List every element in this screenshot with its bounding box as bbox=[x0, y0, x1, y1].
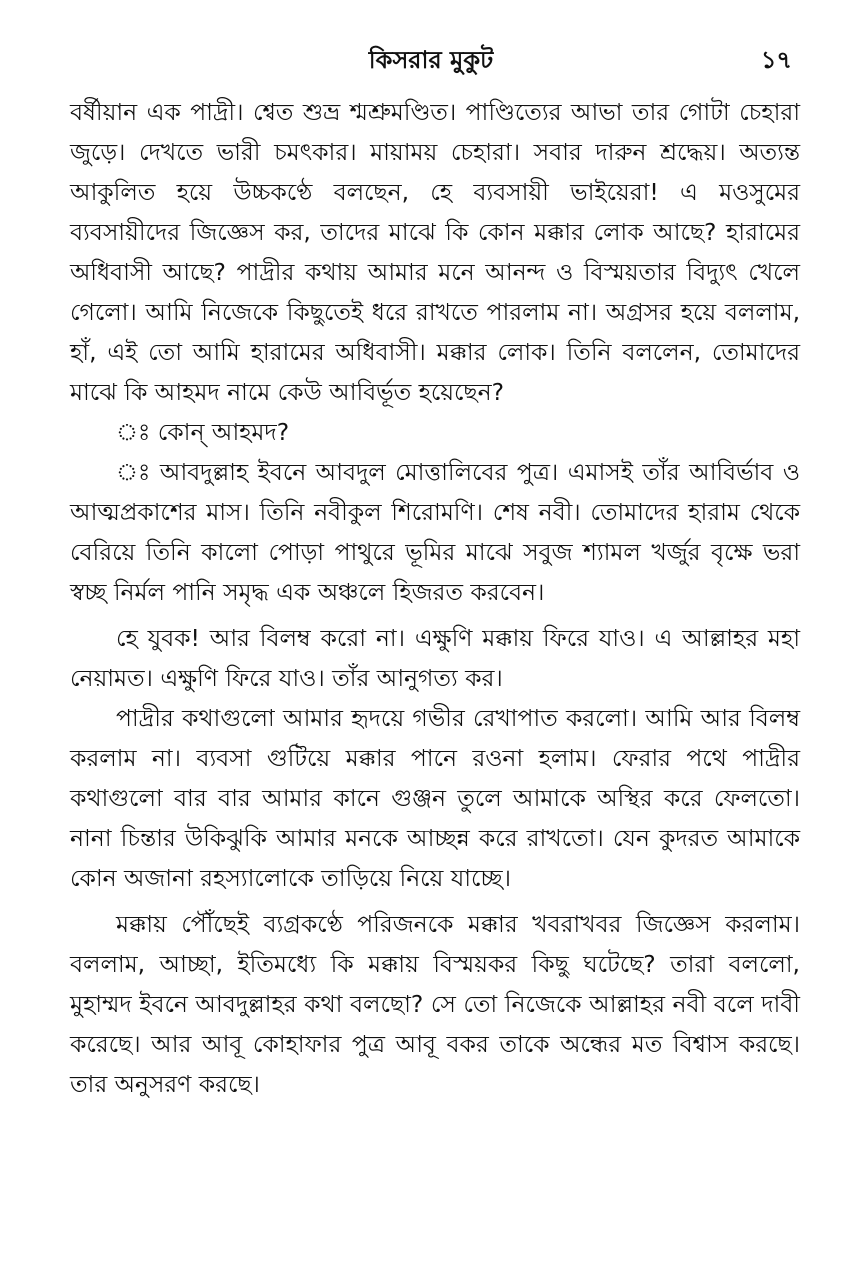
paragraph: ঃ আবদুল্লাহ ইবনে আবদুল মোত্তালিবের পুত্র। এমাসই তাঁর আবির্ভাব ও আত্মপ্রকাশের মাস। তিনি নবীকুল শিরোমণি। শেষ নবী। তোমাদের হারাম থেকে বেরিয়ে তিনি কালো পোড়া পাথুরে ভূমির মাঝে সবুজ শ্যামল খর্জুর বৃক্ষে ভরা স্বচ্ছ নির্মল পানি সমৃদ্ধ এক অঞ্চলে হিজরত করবেন। bbox=[70, 458, 800, 606]
paragraph: ঃ কোন্ আহমদ? bbox=[116, 418, 290, 446]
running-head bbox=[0, 38, 862, 78]
page-number: ১৭ bbox=[760, 46, 792, 74]
paragraph: হে যুবক! আর বিলম্ব করো না। এক্ষুণি মক্কায় ফিরে যাও। এ আল্লাহর মহা নেয়ামত। এক্ষুণি ফিরে যাও। তাঁর আনুগত্য কর। bbox=[70, 624, 800, 692]
paragraph: বর্ষীয়ান এক পাদ্রী। শ্বেত শুভ্র শ্মশ্রুমণ্ডিত। পাণ্ডিত্যের আভা তার গোটা চেহারা জুড়ে। দেখতে ভারী চমৎকার। মায়াময় চেহারা। সবার দারুন শ্রদ্ধেয়। অত্যন্ত আকুলিত হয়ে উচ্চকণ্ঠে বলছেন, হে ব্যবসায়ী ভাইয়েরা! এ মওসুমের ব্যবসায়ীদের জিজ্ঞেস কর, তাদের মাঝে কি কোন মক্কার লোক আছে? হারামের অধিবাসী আছে? পাদ্রীর কথায় আমার মনে আনন্দ ও বিস্ময়তার বিদ্যুৎ খেলে গেলো। আমি নিজেকে কিছুতেই ধরে রাখতে পারলাম না। অগ্রসর হয়ে বললাম, হাঁ, এই তো আমি হারামের অধিবাসী। মক্কার লোক। তিনি বললেন, তোমাদের মাঝে কি আহমদ নামে কেউ আবির্ভূত হয়েছেন? bbox=[70, 98, 800, 406]
paragraph: মক্কায় পৌঁছেই ব্যগ্রকণ্ঠে পরিজনকে মক্কার খবরাখবর জিজ্ঞেস করলাম। বললাম, আচ্ছা, ইতিমধ্যে কি মক্কায় বিস্ময়কর কিছু ঘটেছে? তারা বললো, মুহাম্মদ ইবনে আবদুল্লাহর কথা বলছো? সে তো নিজেকে আল্লাহর নবী বলে দাবী করেছে। আর আবূ কোহাফার পুত্র আবূ বকর তাকে অন্ধের মত বিশ্বাস করছে। তার অনুসরণ করছে। bbox=[70, 910, 800, 1098]
book-title: কিসরার মুকুট bbox=[368, 46, 494, 74]
paragraph: পাদ্রীর কথাগুলো আমার হৃদয়ে গভীর রেখাপাত করলো। আমি আর বিলম্ব করলাম না। ব্যবসা গুটিয়ে মক্কার পানে রওনা হলাম। ফেরার পথে পাদ্রীর কথাগুলো বার বার আমার কানে গুঞ্জন তুলে আমাকে অস্থির করে ফেলতো। নানা চিন্তার উকিঝুকি আমার মনকে আচ্ছন্ন করে রাখতো। যেন কুদরত আমাকে কোন অজানা রহস্যালোকে তাড়িয়ে নিয়ে যাচ্ছে। bbox=[70, 704, 800, 892]
body-text bbox=[70, 92, 800, 1104]
